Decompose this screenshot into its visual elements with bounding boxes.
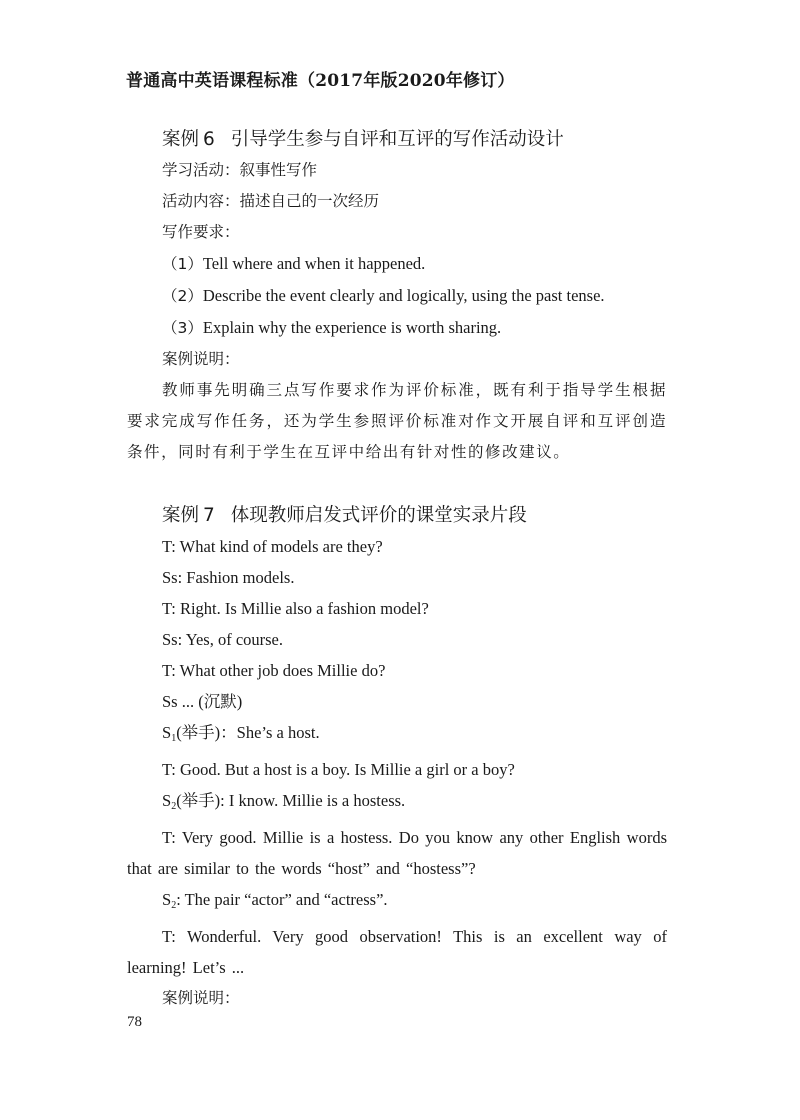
requirement-number: （3）	[162, 319, 203, 337]
speaker: S	[162, 723, 172, 742]
dialogue-line: T: What kind of models are they?	[162, 537, 383, 556]
utterance: (举手): I know. Millie is a hostess.	[176, 791, 406, 810]
dialogue-line: T: What other job does Millie do?	[162, 661, 386, 680]
page-header: 普通高中英语课程标准（2017年版2020年修订）	[126, 71, 515, 91]
speaker: S	[162, 791, 172, 810]
speaker-subscript: 2	[171, 801, 177, 812]
requirement-text: Tell where and when it happened.	[202, 254, 426, 273]
case-number: 6	[203, 129, 215, 150]
requirement-text: Explain why the experience is worth sharing.	[202, 318, 502, 337]
dialogue-line: Ss ... (沉默)	[162, 692, 243, 711]
case-label: 案例	[162, 129, 200, 150]
requirement-item	[127, 280, 667, 312]
dialogue-line-s2	[127, 884, 667, 921]
requirement-item	[127, 312, 667, 344]
utterance: : The pair “actor” and “actress”.	[176, 890, 388, 909]
requirement-number: （1）	[162, 255, 203, 273]
case-title-text: 体现教师启发式评价的课堂实录片段	[230, 505, 527, 526]
case-label: 案例	[162, 505, 200, 526]
requirements-heading: 写作要求：	[162, 223, 240, 241]
case-6-note: 教师事先明确三点写作要求作为评价标准，既有利于指导学生根据要求完成写作任务，还为学生参照评价标准对作文开展自评和互评创造条件，同时有利于学生在互评中给出有针对性的修改建议。	[127, 381, 667, 461]
utterance: (举手)：She’s a host.	[176, 723, 320, 742]
dialogue-line: Ss: Fashion models.	[162, 568, 295, 587]
page-number: 78	[127, 1014, 142, 1030]
case-7-title	[127, 500, 667, 531]
case-number: 7	[203, 505, 215, 526]
dialogue-line: T: Right. Is Millie also a fashion model?	[162, 599, 429, 618]
dialogue-line-s1	[127, 717, 667, 754]
requirement-text: Describe the event clearly and logically, using the past tense.	[202, 286, 605, 305]
case-6-title	[127, 124, 667, 155]
activity-line: 学习活动：叙事性写作	[162, 161, 318, 179]
speaker-subscript: 2	[171, 900, 177, 911]
case-6-section	[127, 124, 667, 468]
speaker-subscript: 1	[171, 733, 177, 744]
dialogue-line-s2	[127, 785, 667, 822]
note-heading: 案例说明：	[162, 350, 240, 368]
note-heading: 案例说明：	[162, 989, 240, 1007]
requirement-item	[127, 248, 667, 280]
dialogue-paragraph: T: Very good. Millie is a hostess. Do you know any other English words that are similar to the words “host” and “hostess”?	[127, 828, 667, 878]
speaker: S	[162, 890, 172, 909]
case-7-section	[127, 500, 667, 1014]
dialogue-line: Ss: Yes, of course.	[162, 630, 284, 649]
case-title-text: 引导学生参与自评和互评的写作活动设计	[230, 129, 564, 150]
requirement-number: （2）	[162, 287, 203, 305]
content-line: 活动内容：描述自己的一次经历	[162, 192, 380, 210]
dialogue-line: T: Good. But a host is a boy. Is Millie a girl or a boy?	[162, 760, 515, 779]
dialogue-paragraph: T: Wonderful. Very good observation! This is an excellent way of learning! Let’s ...	[127, 927, 667, 977]
